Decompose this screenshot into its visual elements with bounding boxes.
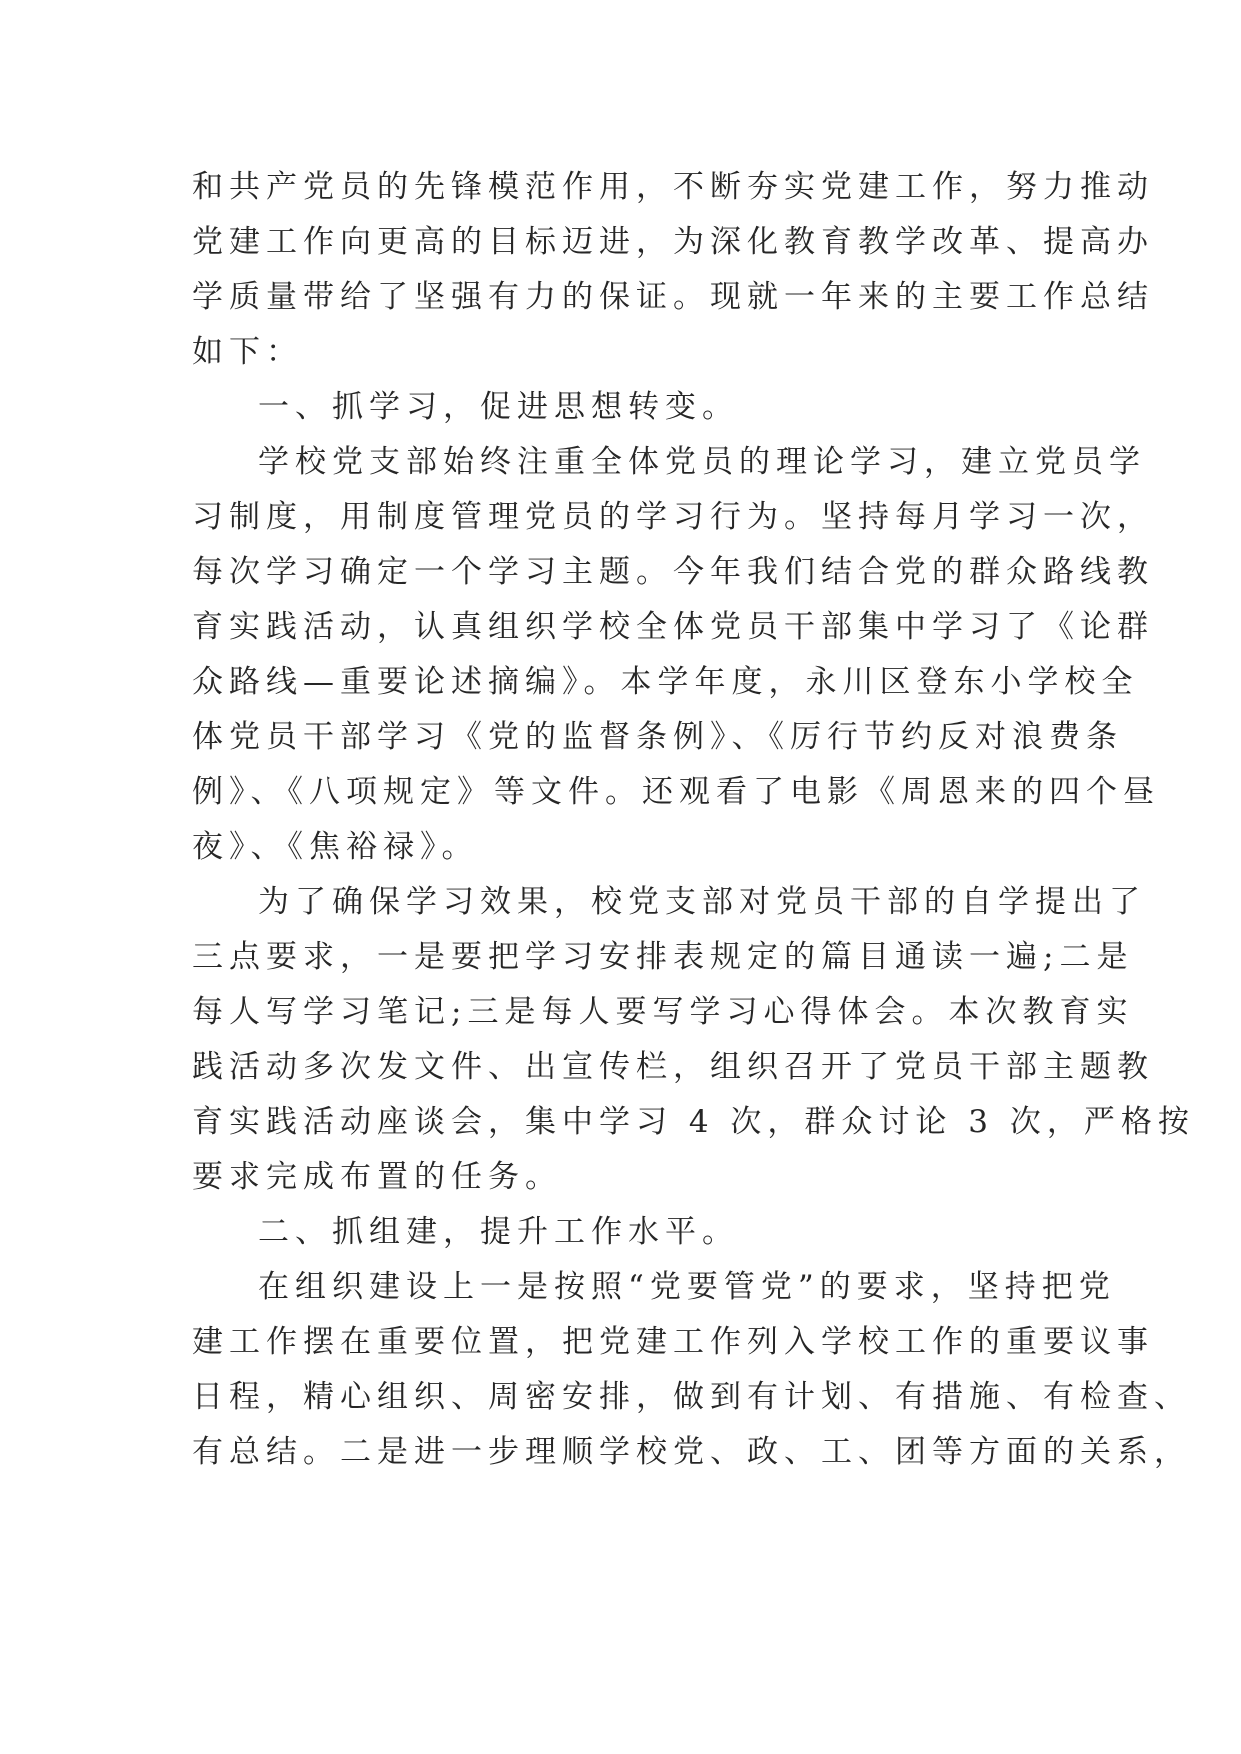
text-line: 践活动多次发文件、出宣传栏，组织召开了党员干部主题教 [192,1049,1154,1085]
text-line: 日程，精心组织、周密安排，做到有计划、有措施、有检查、 [192,1379,1191,1415]
text-line: 体党员干部学习《党的监督条例》、《厉行节约反对浪费条 [192,719,1123,755]
text-line: 每次学习确定一个学习主题。今年我们结合党的群众路线教 [192,554,1154,590]
text-line: 和共产党员的先锋模范作用，不断夯实党建工作，努力推动 [192,169,1154,205]
text-line: 三点要求，一是要把学习安排表规定的篇目通读一遍;二是 [192,939,1134,975]
text-line: 如下： [192,334,303,370]
text-line: 学校党支部始终注重全体党员的理论学习，建立党员学 [258,444,1146,480]
text-line: 育实践活动，认真组织学校全体党员干部集中学习了《论群 [192,609,1154,645]
section-heading: 二、抓组建，提升工作水平。 [258,1214,739,1250]
text-line: 为了确保学习效果，校党支部对党员干部的自学提出了 [258,884,1146,920]
text-line: 习制度，用制度管理党员的学习行为。坚持每月学习一次， [192,499,1154,535]
text-line: 育实践活动座谈会，集中学习 4 次，群众讨论 3 次，严格按 [192,1104,1195,1140]
text-line: 例》、《八项规定》等文件。还观看了电影《周恩来的四个昼 [192,774,1160,810]
text-line: 夜》、《焦裕禄》。 [192,829,479,865]
document-body [192,160,1195,1480]
text-line: 党建工作向更高的目标迈进，为深化教育教学改革、提高办 [192,224,1154,260]
text-line: 有总结。二是进一步理顺学校党、政、工、团等方面的关系， [192,1434,1191,1470]
text-line: 每人写学习笔记;三是每人要写学习心得体会。本次教育实 [192,994,1134,1030]
section-heading: 一、抓学习，促进思想转变。 [258,389,739,425]
text-line: 要求完成布置的任务。 [192,1159,562,1195]
text-line: 在组织建设上一是按照“党要管党”的要求，坚持把党 [258,1269,1116,1305]
text-line: 建工作摆在重要位置，把党建工作列入学校工作的重要议事 [192,1324,1154,1360]
text-line: 学质量带给了坚强有力的保证。现就一年来的主要工作总结 [192,279,1154,315]
text-line: 众路线—重要论述摘编》。本学年度，永川区登东小学校全 [192,664,1139,700]
